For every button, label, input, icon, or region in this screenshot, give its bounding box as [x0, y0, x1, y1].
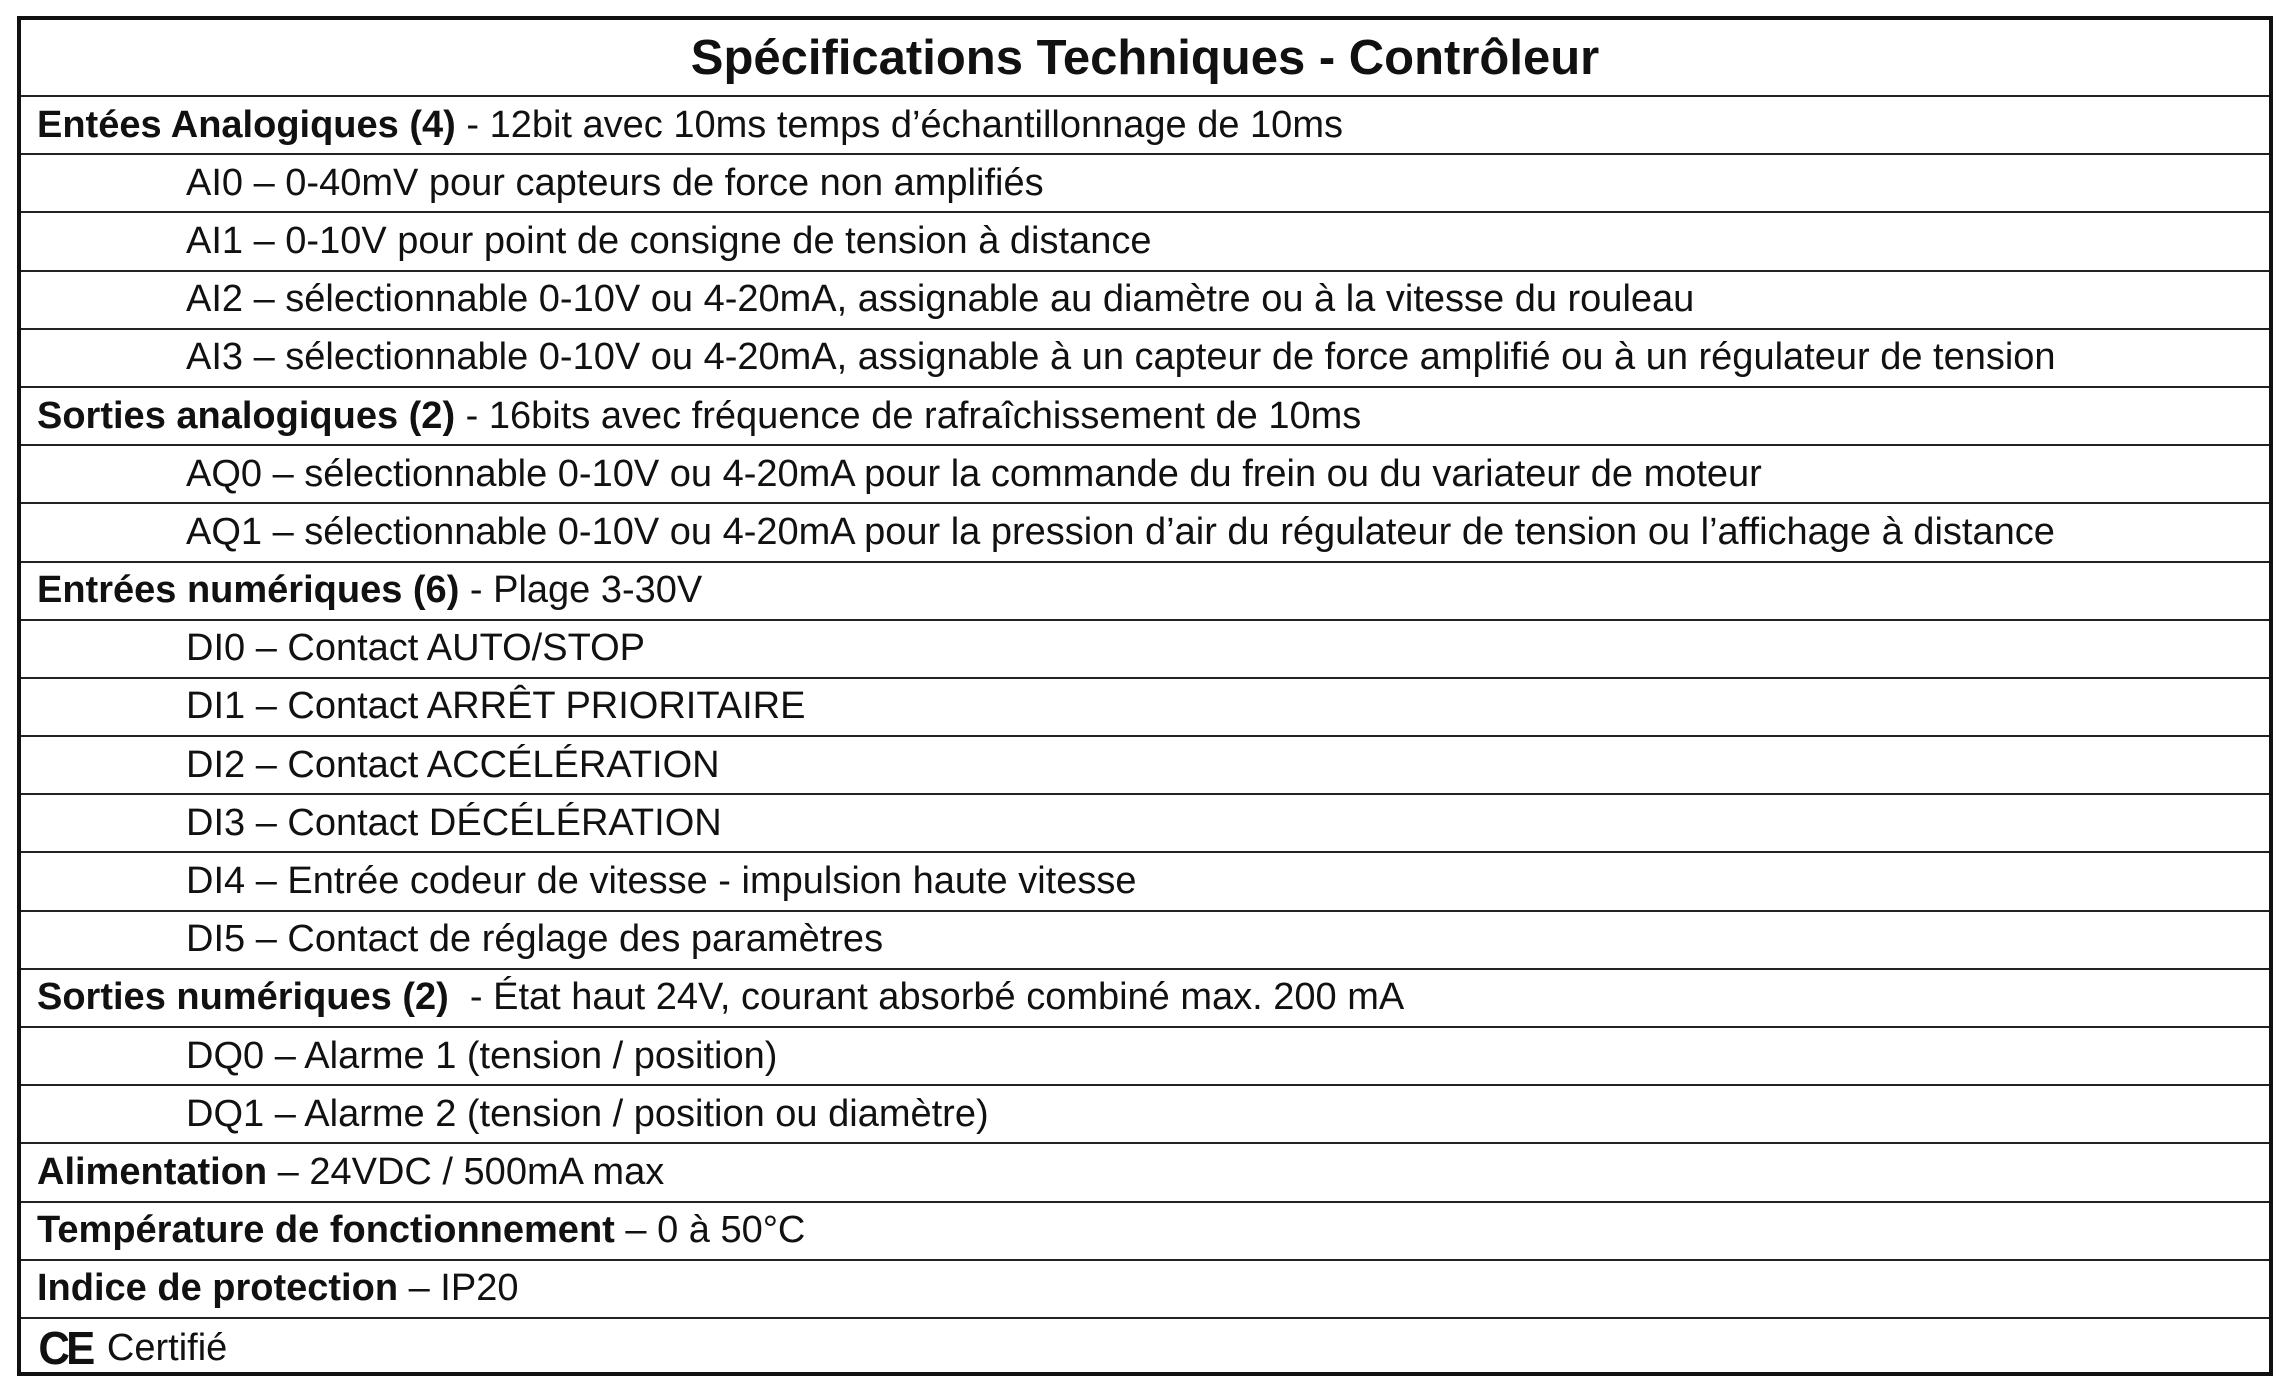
- spec-item-dq1: DQ1 – Alarme 2 (tension / position ou diamètre): [21, 1086, 2269, 1144]
- section-row-analog-outputs: [21, 388, 2269, 446]
- section-header: Température de fonctionnement: [37, 1209, 615, 1252]
- ce-mark-icon: CE: [38, 1322, 92, 1375]
- spec-item-aq0: AQ0 – sélectionnable 0-10V ou 4-20mA pour la commande du frein ou du variateur de moteur: [21, 446, 2269, 504]
- separator: -: [459, 569, 494, 612]
- separator: –: [614, 1209, 658, 1252]
- separator: -: [448, 976, 494, 1019]
- spec-item-ai2: AI2 – sélectionnable 0-10V ou 4-20mA, assignable au diamètre ou à la vitesse du rouleau: [21, 272, 2269, 330]
- section-description: 12bit avec 10ms temps d’échantillonnage de 10ms: [489, 103, 1343, 146]
- spec-item-ai3: AI3 – sélectionnable 0-10V ou 4-20mA, assignable à un capteur de force amplifié ou à un régulateur de tension: [21, 330, 2269, 388]
- section-description: État haut 24V, courant absorbé combiné max. 200 mA: [493, 976, 1405, 1019]
- table-title: Spécifications Techniques - Contrôleur: [21, 20, 2269, 97]
- separator: -: [455, 394, 489, 437]
- section-header: Indice de protection: [37, 1267, 399, 1310]
- section-row-digital-outputs: [21, 970, 2269, 1028]
- section-description: 0 à 50°C: [657, 1209, 806, 1252]
- section-description: IP20: [440, 1267, 519, 1310]
- spec-item-di3: DI3 – Contact DÉCÉLÉRATION: [21, 795, 2269, 853]
- section-header: Sorties analogiques (2): [37, 394, 456, 437]
- spec-item-ai0: AI0 – 0-40mV pour capteurs de force non amplifiés: [21, 155, 2269, 213]
- spec-item-di1: DI1 – Contact ARRÊT PRIORITAIRE: [21, 679, 2269, 737]
- separator: –: [267, 1150, 310, 1193]
- spec-item-di5: DI5 – Contact de réglage des paramètres: [21, 912, 2269, 970]
- section-header: Entrées numériques (6): [37, 569, 460, 612]
- spec-item-di4: DI4 – Entrée codeur de vitesse - impulsion haute vitesse: [21, 853, 2269, 911]
- spec-item-ai1: AI1 – 0-10V pour point de consigne de tension à distance: [21, 213, 2269, 271]
- section-description: 24VDC / 500mA max: [309, 1150, 665, 1193]
- certification-label: Certifié: [106, 1326, 228, 1369]
- section-row-digital-inputs: [21, 563, 2269, 621]
- section-header: Alimentation: [37, 1150, 268, 1193]
- spec-item-di2: DI2 – Contact ACCÉLÉRATION: [21, 737, 2269, 795]
- section-header: Entées Analogiques (4): [37, 103, 456, 146]
- section-row-power-supply: [21, 1144, 2269, 1202]
- separator: -: [455, 103, 490, 146]
- spec-item-aq1: AQ1 – sélectionnable 0-10V ou 4-20mA pour la pression d’air du régulateur de tension ou l’affichage à distance: [21, 504, 2269, 562]
- spec-table: [17, 16, 2273, 1376]
- spec-item-dq0: DQ0 – Alarme 1 (tension / position): [21, 1028, 2269, 1086]
- certification-row: [21, 1319, 2269, 1377]
- separator: –: [398, 1267, 441, 1310]
- section-header: Sorties numériques (2): [37, 976, 449, 1019]
- section-description: Plage 3-30V: [493, 569, 703, 612]
- section-description: 16bits avec fréquence de rafraîchissement de 10ms: [488, 394, 1362, 437]
- section-row-analog-inputs: [21, 97, 2269, 155]
- section-row-operating-temperature: [21, 1203, 2269, 1261]
- spec-item-di0: DI0 – Contact AUTO/STOP: [21, 621, 2269, 679]
- section-row-protection-rating: [21, 1261, 2269, 1319]
